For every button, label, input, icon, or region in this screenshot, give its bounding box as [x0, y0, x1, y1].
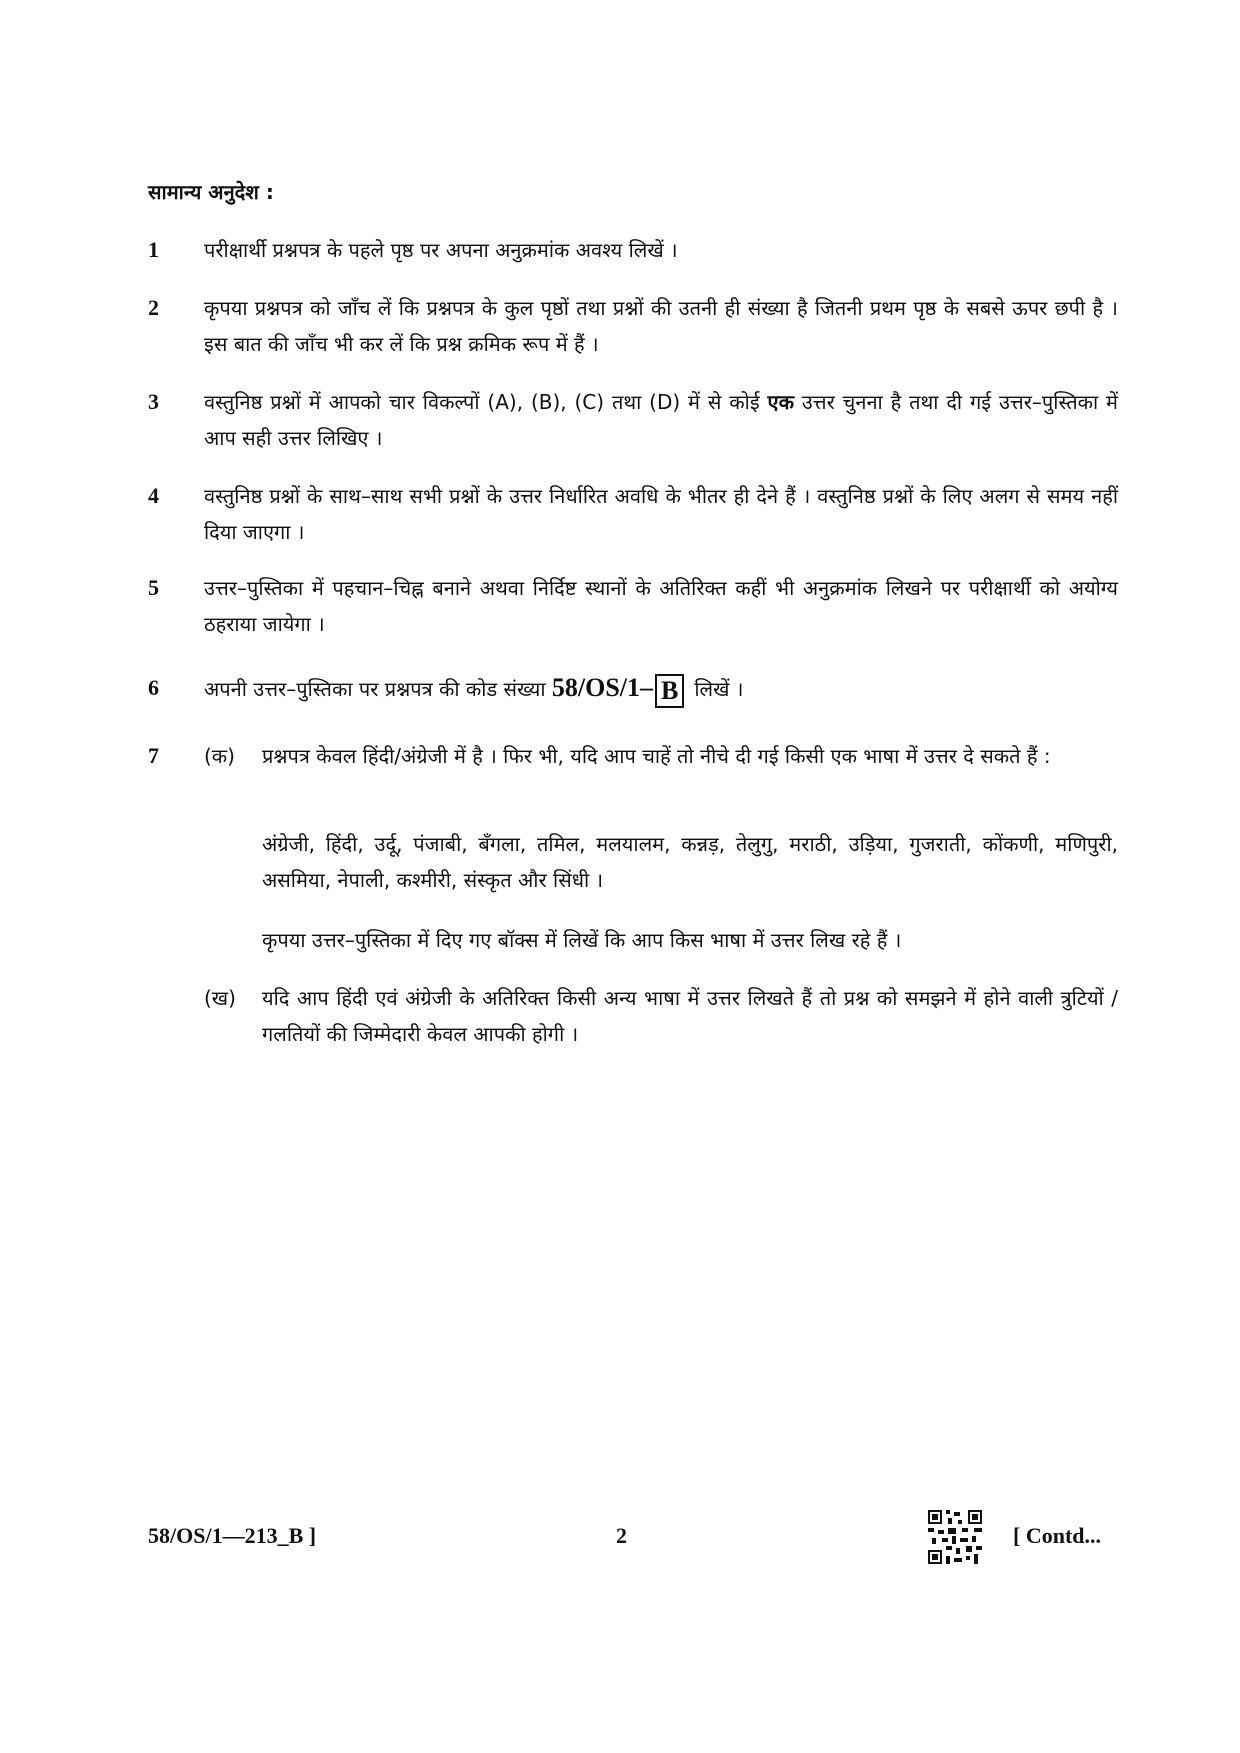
item-number: 3: [148, 389, 159, 414]
footer-paper-code: 58/OS/1—213_B ]: [148, 1523, 317, 1548]
sub-item-ka: [204, 738, 1118, 774]
item-number: 7: [148, 743, 159, 768]
item-text: [204, 384, 1118, 456]
general-instructions-heading: सामान्य अनुदेश :: [148, 180, 274, 204]
item-number: 4: [148, 483, 159, 508]
sub-item-text: यदि आप हिंदी एवं अंग्रेजी के अतिरिक्त किसी अन्य भाषा में उत्तर लिखते हैं तो प्रश्न को समझने में होने वाली त्रुटियों / गलतियों की जिम्मेदारी केवल आपकी होगी ।: [262, 986, 1118, 1046]
set-code-box: B: [655, 674, 684, 708]
item-number: 5: [148, 575, 159, 600]
sub-item-label: (क): [204, 744, 235, 768]
item-text: उत्तर–पुस्तिका में पहचान–चिह्न बनाने अथवा निर्दिष्ट स्थानों के अतिरिक्त कहीं भी अनुक्रमांक लिखने पर परीक्षार्थी को अयोग्य ठहराया जायेगा ।: [204, 576, 1118, 636]
sub-item-text: प्रश्नपत्र केवल हिंदी/अंग्रेजी में है । फिर भी, यदि आप चाहें तो नीचे दी गई किसी एक भाषा में उत्तर दे सकते हैं :: [262, 744, 1051, 768]
instruction-item-5: [148, 570, 1118, 642]
sub-item-kha: [204, 980, 1118, 1052]
language-box-instruction: कृपया उत्तर–पुस्तिका में दिए गए बॉक्स में लिखें कि आप किस भाषा में उत्तर लिख रहे हैं ।: [262, 928, 902, 952]
qr-code-icon: [928, 1510, 982, 1564]
item-number: 1: [148, 237, 159, 262]
item-text: कृपया प्रश्नपत्र को जाँच लें कि प्रश्नपत्र के कुल पृष्ठों तथा प्रश्नों की उतनी ही संख्या है जितनी प्रथम पृष्ठ के सबसे ऊपर छपी है । इस बात की जाँच भी कर लें कि प्रश्न क्रमिक रूप में हैं ।: [204, 296, 1118, 356]
item-text-part: वस्तुनिष्ठ प्रश्नों में आपको चार विकल्पों (A), (B), (C) तथा (D) में से कोई: [204, 390, 768, 414]
item-number: 6: [148, 675, 159, 700]
item-text: परीक्षार्थी प्रश्नपत्र के पहले पृष्ठ पर अपना अनुक्रमांक अवश्य लिखें ।: [204, 238, 678, 262]
item-text-part: अपनी उत्तर–पुस्तिका पर प्रश्नपत्र की कोड संख्या: [204, 677, 552, 701]
continued-label: [ Contd...: [1013, 1523, 1102, 1548]
instruction-item-6: [148, 670, 1118, 708]
item-text-part: उत्तर चुनना है तथा दी गई उत्तर–पुस्तिका में आप सही उत्तर लिखिए ।: [204, 390, 1118, 450]
item-text: [204, 670, 1118, 708]
instruction-item-3: [148, 384, 1118, 456]
instruction-item-2: [148, 290, 1118, 362]
item-text: वस्तुनिष्ठ प्रश्नों के साथ–साथ सभी प्रश्नों के उत्तर निर्धारित अवधि के भीतर ही देने हैं । वस्तुनिष्ठ प्रश्नों के लिए अलग से समय नहीं दिया जाएगा ।: [204, 484, 1118, 544]
question-paper-code: 58/OS/1–: [551, 673, 654, 702]
emphasis-text: एक: [767, 390, 794, 414]
page-number: 2: [616, 1523, 627, 1548]
sub-item-label: (ख): [204, 986, 236, 1010]
language-list: अंग्रेजी, हिंदी, उर्दू, पंजाबी, बँगला, तमिल, मलयालम, कन्नड़, तेलुगु, मराठी, उड़िया, गुजराती, कोंकणी, मणिपुरी, असमिया, नेपाली, कश्मीरी, संस्कृत और सिंधी ।: [262, 832, 1118, 892]
item-number: 2: [148, 295, 159, 320]
instruction-item-1: [148, 232, 1118, 268]
item-text-part: लिखें ।: [694, 677, 744, 701]
instruction-item-4: [148, 478, 1118, 550]
